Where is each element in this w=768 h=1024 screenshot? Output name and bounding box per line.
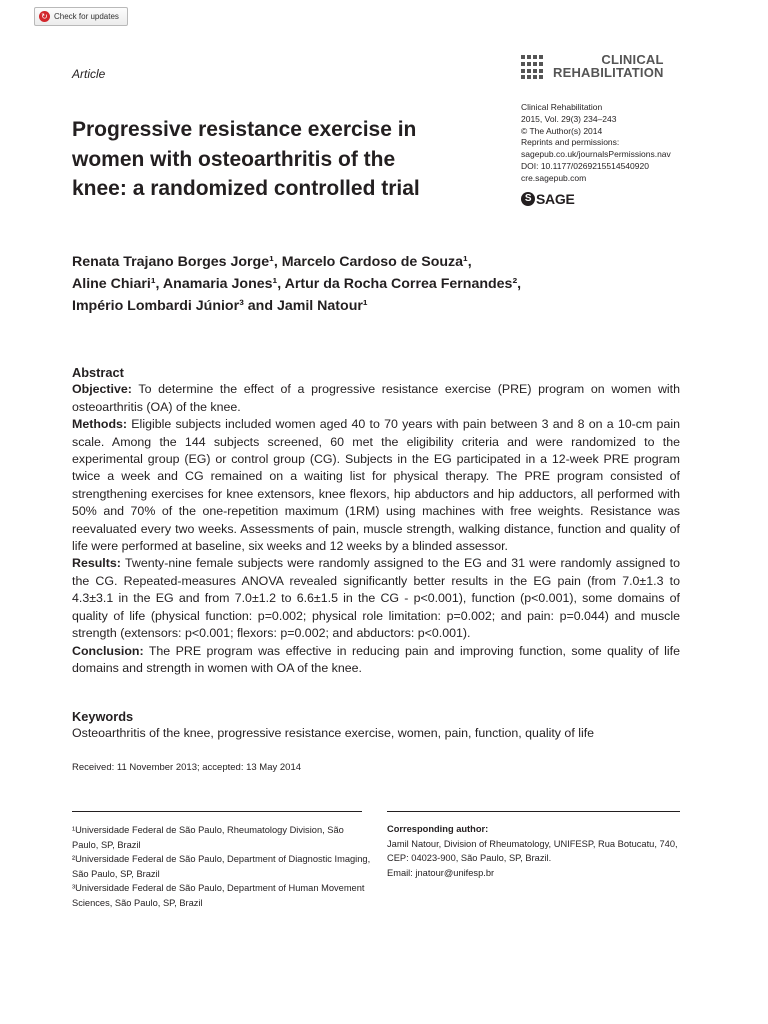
abstract-objective xyxy=(72,381,680,416)
abstract-methods xyxy=(72,416,680,555)
corresponding-author-address: Jamil Natour, Division of Rheumatology, UNIFESP, Rua Botucatu, 740, CEP: 04023-900, São Paulo, SP, Brazil. xyxy=(387,838,678,864)
check-for-updates-label: Check for updates xyxy=(54,12,119,21)
results-text: Twenty-nine female subjects were randomly assigned to the EG and 31 were randomly assigned to the CG. Repeated-measures ANOVA revealed significantly better results in the EG pain (from 7.0±1.3 to 4.3±3.1 in the EG and from 7.0±1.2 to 6.6±1.5 in the CG - p<0.001), function (p<0.001), some domains of quality of life (physical function: p=0.002; physical role limitation: p=0.002; and pain: p=0.044) and muscle strength (extensors: p<0.001; flexors: p=0.002; and abductors: p<0.001). xyxy=(72,556,681,641)
conclusion-text: The PRE program was effective in reducing pain and improving function, some quality of life domains and strength in women with OA of the knee. xyxy=(72,643,680,675)
copyright-text: © The Author(s) 2014 xyxy=(521,125,603,136)
affiliation-3: ³Universidade Federal de São Paulo, Department of Human Movement Sciences, São Paulo, SP, Brazil xyxy=(72,883,365,908)
article-title xyxy=(72,115,512,204)
journal-metadata xyxy=(521,102,721,185)
journal-logo xyxy=(521,53,681,83)
publisher-logo xyxy=(521,191,574,207)
corresponding-author-email[interactable]: Email: jnatour@unifesp.br xyxy=(387,867,495,878)
reprints-text: Reprints and permissions: xyxy=(521,137,620,148)
sage-s-icon: S xyxy=(521,192,535,206)
crossmark-icon: ↻ xyxy=(39,11,50,22)
check-for-updates-button[interactable] xyxy=(34,7,128,26)
results-label: Results: xyxy=(72,556,121,571)
journal-name-line2: REHABILITATION xyxy=(553,65,664,80)
journal-name xyxy=(553,53,664,79)
article-type-label: Article xyxy=(72,67,106,81)
methods-label: Methods: xyxy=(72,417,128,432)
objective-label: Objective: xyxy=(72,382,132,397)
journal-name-text: Clinical Rehabilitation xyxy=(521,102,603,112)
journal-name-line1: CLINICAL xyxy=(601,52,664,67)
footnote-divider-right xyxy=(387,811,680,812)
abstract-section xyxy=(72,364,680,677)
author-list xyxy=(72,251,692,317)
abstract-results xyxy=(72,555,680,642)
affiliation-2: ²Universidade Federal de São Paulo, Department of Diagnostic Imaging, São Paulo, SP, Brazil xyxy=(72,854,371,879)
dot-grid-icon xyxy=(521,55,543,79)
keywords-heading: Keywords xyxy=(72,709,134,724)
footnote-divider-left xyxy=(72,811,362,812)
methods-text: Eligible subjects included women aged 40 to 70 years with pain between 3 and 8 on a 10-cm pain scale. Among the 144 subjects screened, 60 met the eligibility criteria and were randomized to the experimental group (EG) or control group (CG). Subjects in the EG participated in a 12-week PRE program twice a week and CG remained on a waiting list for physical therapy. The PRE program consisted of strengthening exercises for knee extensors, knee flexors, hip abductors and hip adductors, all performed with 50% and 70% of the one-repetition maximum (1RM) using machines with free weights. Resistance was reevaluated every two weeks. Assessments of pain, muscle strength, walking distance, function and quality of life were performed at baseline, six weeks and 12 weeks by a blinded assessor. xyxy=(72,417,680,554)
abstract-heading: Abstract xyxy=(72,365,124,380)
objective-text: To determine the effect of a progressive resistance exercise (PRE) program on women with osteoarthritis (OA) of the knee. xyxy=(72,382,680,414)
title-line-3: knee: a randomized controlled trial xyxy=(72,177,420,200)
conclusion-label: Conclusion: xyxy=(72,643,144,658)
keywords-text: Osteoarthritis of the knee, progressive resistance exercise, women, pain, function, quality of life xyxy=(72,726,595,741)
corresponding-author xyxy=(387,822,687,880)
authors-line-3: Império Lombardi Júnior³ and Jamil Natour¹ xyxy=(72,298,368,314)
received-accepted-dates: Received: 11 November 2013; accepted: 13 May 2014 xyxy=(72,762,302,773)
keywords-section xyxy=(72,708,680,743)
corresponding-author-heading: Corresponding author: xyxy=(387,824,489,834)
journal-site-link[interactable]: cre.sagepub.com xyxy=(521,172,587,183)
reprints-link[interactable]: sagepub.co.uk/journalsPermissions.nav xyxy=(521,149,671,160)
volume-text: 2015, Vol. 29(3) 234–243 xyxy=(521,113,617,124)
affiliations xyxy=(72,823,372,911)
abstract-conclusion xyxy=(72,643,680,678)
title-line-1: Progressive resistance exercise in xyxy=(72,118,417,141)
title-line-2: women with osteoarthritis of the xyxy=(72,147,396,171)
doi-link[interactable]: DOI: 10.1177/0269215514540920 xyxy=(521,160,649,171)
publisher-name: SAGE xyxy=(536,191,575,207)
affiliation-1: ¹Universidade Federal de São Paulo, Rheumatology Division, São Paulo, SP, Brazil xyxy=(72,825,344,850)
authors-line-2: Aline Chiari¹, Anamaria Jones¹, Artur da Rocha Correa Fernandes², xyxy=(72,276,522,292)
authors-line-1: Renata Trajano Borges Jorge¹, Marcelo Cardoso de Souza¹, xyxy=(72,254,472,270)
